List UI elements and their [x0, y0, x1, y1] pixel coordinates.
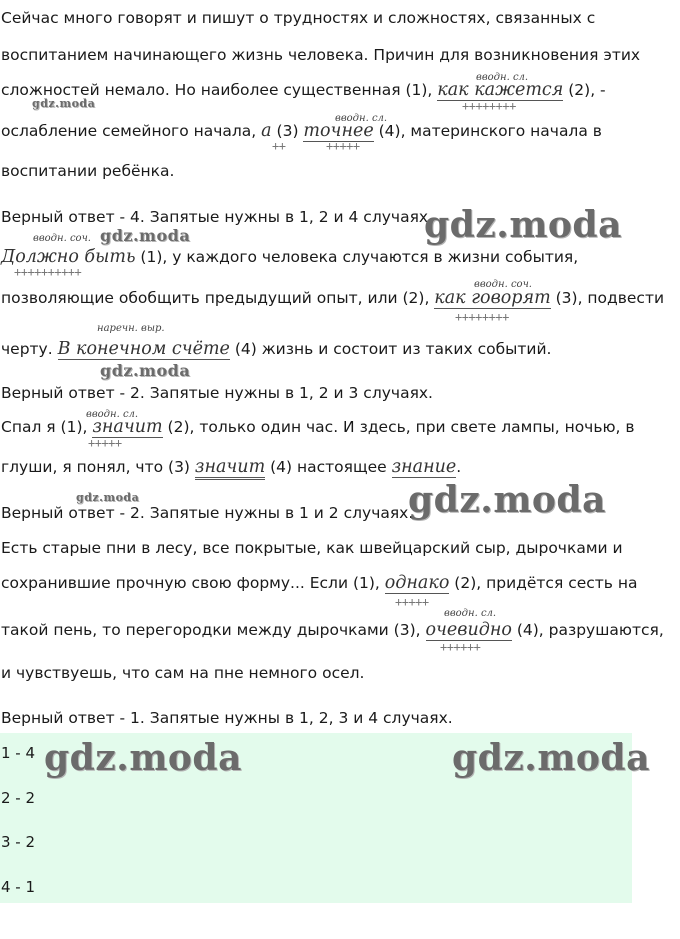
task3-line1-tail: (2), только один час. И здесь, при свете лампы, ночью, в: [162, 418, 635, 436]
task2-line3: [1, 339, 551, 359]
task4-line4: и чувствуешь, что сам на пне немного осел.: [1, 664, 365, 682]
task2-answer: Верный ответ - 2. Запятые нужны в 1, 2 и 3 случаях.: [1, 384, 433, 402]
task4-note-2: вводн. сл.: [444, 608, 497, 619]
task4-answer: Верный ответ - 1. Запятые нужны в 1, 2, 3 и 4 случаях.: [1, 709, 453, 727]
task1-line3-tail: (2), -: [563, 81, 606, 99]
task4-line2-text: сохранившие прочную свою форму... Если (1),: [1, 574, 385, 592]
task1-word-kak-kazhetsya: как кажется: [437, 80, 564, 100]
task2-line2: [1, 288, 664, 308]
answer-row-1: 1 - 4: [1, 744, 36, 762]
task4-line3-tail: (4), разрушаются,: [511, 621, 664, 639]
task1-line4-text: ослабление семейного начала,: [1, 122, 262, 140]
task2-word-dolzhno-byt: Должно быть: [1, 247, 136, 267]
task3-answer: Верный ответ - 2. Запятые нужны в 1 и 2 случаях.: [1, 504, 414, 522]
task3-line2: [1, 457, 461, 477]
task3-line2-mid: (4) настоящее: [265, 458, 392, 476]
task3-word-znachit-1: значит: [92, 417, 163, 437]
task3-word-znachit-2: значит: [195, 457, 265, 480]
task2-line2-text: позволяющие обобщить предыдущий опыт, или (2),: [1, 289, 435, 307]
task3-line2-tail: .: [456, 458, 462, 476]
task1-line4-tail: (4), материнского начала в: [373, 122, 602, 140]
task2-note-1: вводн. соч.: [33, 233, 91, 244]
task2-word-v-konechnom-schete: В конечном счёте: [57, 339, 230, 359]
task2-line1: [1, 247, 578, 267]
task3-word-znanie: знание: [391, 457, 457, 477]
task4-plus-2: ++++++: [440, 640, 481, 654]
task2-note-3: наречн. выр.: [97, 323, 165, 334]
task1-line2: воспитанием начинающего жизнь человека. Причин для возникновения этих: [1, 46, 641, 64]
task3-line1: [1, 417, 635, 437]
task2-plus-2: ++++++++: [455, 310, 509, 324]
task2-note-2: вводн. соч.: [474, 279, 532, 290]
task2-line3-tail: (4) жизнь и состоит из таких событий.: [229, 340, 552, 358]
answer-row-4: 4 - 1: [1, 878, 36, 896]
task4-line2: [1, 573, 638, 593]
task1-line4-mid: (3): [271, 122, 304, 140]
watermark-logo: gdz.moda: [44, 737, 242, 779]
task2-line2-tail: (3), подвести: [550, 289, 665, 307]
task4-line2-tail: (2), придётся сесть на: [449, 574, 638, 592]
task1-answer: Верный ответ - 4. Запятые нужны в 1, 2 и 4 случаях.: [1, 208, 433, 226]
task2-line3-text: черту.: [1, 340, 58, 358]
answer-row-2: 2 - 2: [1, 789, 36, 807]
task1-plus-2: ++: [272, 139, 286, 153]
task3-plus-1: +++++: [88, 436, 122, 450]
task1-note-2: вводн. сл.: [335, 113, 388, 124]
watermark-logo: gdz.moda: [100, 226, 191, 245]
task4-plus-1: +++++: [395, 595, 429, 609]
task1-line1: Сейчас много говорят и пишут о трудностях и сложностях, связанных с: [1, 9, 596, 27]
watermark-logo: gdz.moda: [76, 491, 140, 504]
watermark-logo: gdz.moda: [32, 97, 96, 110]
task2-plus-1: ++++++++++: [14, 265, 82, 279]
task4-line1: Есть старые пни в лесу, все покрытые, как швейцарский сыр, дырочками и: [1, 539, 623, 557]
task4-word-ochevidno: очевидно: [425, 620, 512, 640]
task4-line3: [1, 620, 664, 640]
task1-word-a: а: [261, 121, 272, 141]
watermark-logo: gdz.moda: [408, 479, 606, 521]
task4-line3-text: такой пень, то перегородки между дырочками (3),: [1, 621, 426, 639]
task3-line2-text: глуши, я понял, что (3): [1, 458, 195, 476]
watermark-logo: gdz.moda: [100, 361, 191, 380]
watermark-logo: gdz.moda: [424, 204, 622, 246]
watermark-logo: gdz.moda: [452, 737, 650, 779]
task2-line1-text: (1), у каждого человека случаются в жизни события,: [135, 248, 579, 266]
task2-word-kak-govoryat: как говорят: [434, 288, 551, 308]
task1-plus-3: +++++: [326, 139, 360, 153]
task1-plus-1: ++++++++: [462, 99, 516, 113]
task1-line3-text: сложностей немало. Но наиболее существенная (1),: [1, 81, 438, 99]
task1-word-tochnee: точнее: [303, 121, 374, 141]
task1-line4: [1, 121, 602, 141]
answer-row-3: 3 - 2: [1, 833, 36, 851]
task3-note-1: вводн. сл.: [86, 409, 139, 420]
task1-line5: воспитании ребёнка.: [1, 162, 175, 180]
task3-line1-text: Спал я (1),: [1, 418, 93, 436]
task1-note-1: вводн. сл.: [476, 72, 529, 83]
task4-word-odnako: однако: [384, 573, 450, 593]
